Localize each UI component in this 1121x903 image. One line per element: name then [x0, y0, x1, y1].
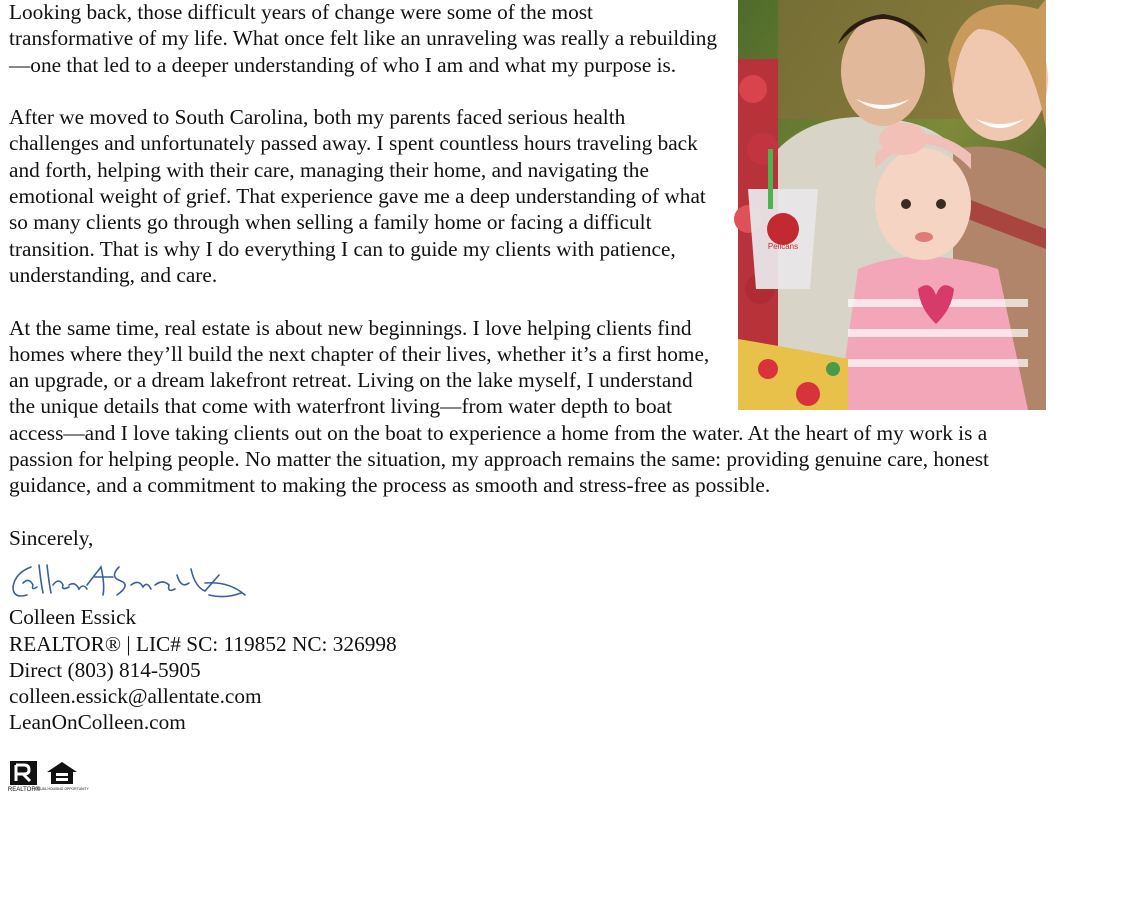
letter-paragraph-1: Looking back, those difficult years of change were some of the most transformative of my life. What once felt like an unraveling was really a rebuilding—one that led to a deeper understanding of who I am and what my purpose is.	[9, 0, 718, 77]
cup-label: Pelicans	[767, 242, 799, 251]
agent-title: REALTOR® | LIC# SC: 119852 NC: 326998	[9, 631, 397, 656]
letter-paragraph-2: After we moved to South Carolina, both my parents faced serious health challenges and unfortunately passed away. I spent countless hours traveling back and forth, helping with their care, managing their home, and navigating the emotional weight of grief. That experience gave me a deep understanding of what so many clients go through when selling a family home or facing a difficult transition. That is why I do everything I can to guide my clients with patience, understanding, and care.	[9, 105, 706, 287]
agent-email: colleen.essick@allentate.com	[9, 684, 262, 709]
equal-housing-logo-icon	[35, 760, 89, 792]
closing-line: Sincerely,	[9, 525, 94, 550]
signature-block	[9, 604, 1049, 735]
equal-housing-caption: EQUAL HOUSING OPPORTUNITY	[35, 786, 89, 791]
agent-website: LeanOnColleen.com	[9, 710, 186, 735]
logo-row	[9, 760, 1049, 792]
letter-paragraph-3: At the same time, real estate is about new beginnings. I love helping clients find homes where they’ll build the next chapter of their lives, whether it’s a first home, an upgrade, or a dream lakefront retreat. Living on the lake myself, I understand the unique details that come with waterfront living—from water depth to boat access—and I love taking clients out on the boat to experience a home from the water. At the heart of my work is a passion for helping people. No matter the situation, my approach remains the same: providing genuine care, honest guidance, and a commitment to making the process as smooth and stress-free as possible.	[9, 315, 989, 498]
agent-phone: Direct (803) 814-5905	[9, 657, 201, 682]
agent-name: Colleen Essick	[9, 605, 137, 630]
realtor-logo-caption: REALTOR®	[7, 786, 41, 793]
family-photo	[738, 0, 1046, 410]
signature-image	[9, 555, 249, 603]
letter-page	[9, 0, 1049, 792]
